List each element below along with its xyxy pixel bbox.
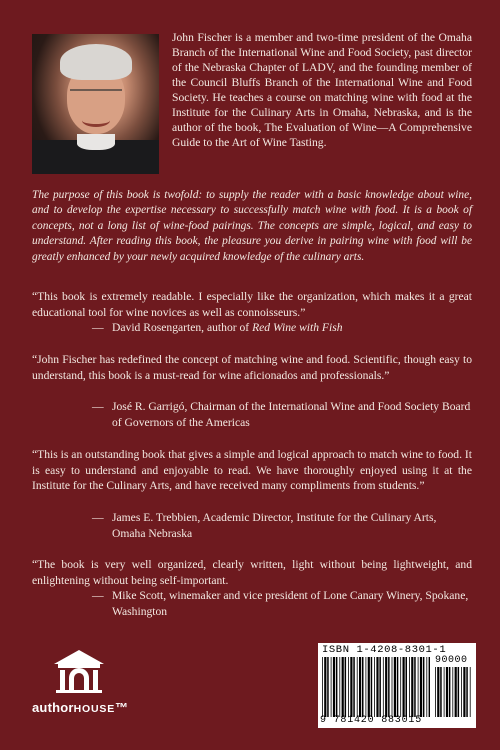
- barcode-bar: [371, 657, 373, 717]
- barcode-bar: [388, 657, 390, 717]
- attribution-book-title: Red Wine with Fish: [252, 321, 343, 334]
- barcode-bar: [385, 657, 387, 717]
- barcode-bar: [374, 657, 375, 717]
- barcode-bar: [357, 657, 358, 717]
- barcode-bar: [463, 667, 465, 717]
- author-bio: John Fischer is a member and two-time president of the Omaha Branch of the International Wine and Food Society, past director of the Nebraska Chapter of LADV, and the founding member of the Council Bluffs Branch of the International Wine and Food Society. He teaches a course on matching wine with food at the Institute for the Culinary Arts in Omaha, Nebraska, and is the author of the book, The Evaluation of Wine—A Comprehensive Guide to the Art of Wine Tasting.: [172, 31, 472, 149]
- barcode-bar: [397, 657, 399, 717]
- barcode-bar: [327, 657, 329, 717]
- publisher-logo-icon: [50, 648, 108, 694]
- isbn-barcode: [318, 643, 476, 728]
- barcode-bar: [452, 667, 453, 717]
- barcode-bar: [429, 657, 430, 717]
- barcode-bar: [333, 657, 335, 717]
- barcode-bar: [423, 657, 425, 717]
- barcode-bar: [440, 667, 442, 717]
- barcode-bar: [366, 657, 367, 717]
- barcode-bar: [437, 667, 439, 717]
- barcode-bar: [461, 667, 462, 717]
- review-quote-1: “This book is extremely readable. I especially like the organization, which makes it a great educational tool for wine novices as well as connoisseurs.”: [32, 290, 472, 319]
- barcode-bar: [342, 657, 344, 717]
- book-purpose: The purpose of this book is twofold: to supply the reader with a basic knowledge about wine, and to develop the expertise necessary to successfully match wine with food. It is a book of concepts, not a long list of wine-food pairings. The concepts are simple, logical, and easy to understand. After reading this book, the pleasure you derive in pairing wine with food will be greatly enhanced by your newly acquired knowledge of the culinary arts.: [32, 189, 472, 263]
- barcode-bar: [348, 657, 349, 717]
- review-quote-4: “The book is very well organized, clearly written, light without being lightweight, and enlightening without being self-important.: [32, 558, 472, 587]
- barcode-bar: [466, 667, 468, 717]
- ean-digits: 9 781420 883015: [320, 715, 423, 726]
- barcode-bar: [446, 667, 448, 717]
- barcode-bar: [418, 657, 419, 717]
- barcode-bar: [426, 657, 427, 717]
- review-attribution-2: — José R. Garrigó, Chairman of the International Wine and Food Society Board of Governors of the Americas: [92, 400, 471, 429]
- barcode-bar: [331, 657, 332, 717]
- barcode-bar: [379, 657, 381, 717]
- barcode-bar: [383, 657, 384, 717]
- review-quote-2: “John Fischer has redefined the concept of matching wine and food. Scientific, though easy to understand, this book is a must-read for wine aficionados and professionals.”: [32, 353, 472, 382]
- barcode-bar: [449, 667, 451, 717]
- review-attribution-3: — James E. Trebbien, Academic Director, Institute for the Culinary Arts, Omaha Nebraska: [92, 511, 437, 540]
- barcode-bar: [339, 657, 340, 717]
- barcode-bar: [362, 657, 364, 717]
- barcode-bar: [324, 657, 326, 717]
- barcode-bar: [411, 657, 413, 717]
- barcode-bar: [444, 667, 445, 717]
- addon-barcode-bars: [435, 667, 473, 717]
- barcode-bar: [406, 657, 408, 717]
- review-attribution-1: — David Rosengarten, author of Red Wine with Fish: [92, 321, 343, 334]
- barcode-bar: [414, 657, 416, 717]
- barcode-bar: [394, 657, 396, 717]
- review-attribution-4: — Mike Scott, winemaker and vice president of Lone Canary Winery, Spokane, Washington: [92, 589, 469, 618]
- author-photo: [32, 34, 159, 174]
- barcode-bar: [359, 657, 361, 717]
- barcode-bar: [322, 657, 323, 717]
- barcode-bar: [470, 667, 471, 717]
- review-quote-3: “This is an outstanding book that gives a simple and logical approach to match wine to food. It is easy to understand and enjoyable to read. We have thoroughly enjoyed using it at the Institute for the Culinary Arts, and have received many compliments from students.”: [32, 448, 472, 493]
- barcode-bar: [350, 657, 352, 717]
- barcode-bar: [403, 657, 405, 717]
- barcode-bar: [455, 667, 457, 717]
- barcode-bar: [458, 667, 460, 717]
- barcode-bar: [435, 667, 436, 717]
- barcode-bar: [376, 657, 378, 717]
- barcode-bar: [420, 657, 422, 717]
- barcode-bar: [400, 657, 401, 717]
- barcode-bar: [392, 657, 393, 717]
- ean-barcode-bars: [322, 657, 430, 717]
- barcode-bar: [353, 657, 355, 717]
- isbn-number: ISBN 1-4208-8301-1: [322, 644, 447, 656]
- barcode-bar: [368, 657, 370, 717]
- barcode-bar: [345, 657, 347, 717]
- barcode-bar: [336, 657, 338, 717]
- barcode-bar: [409, 657, 410, 717]
- publisher-logo-text: authorHOUSE™: [32, 700, 129, 715]
- addon-code: 90000: [435, 655, 468, 666]
